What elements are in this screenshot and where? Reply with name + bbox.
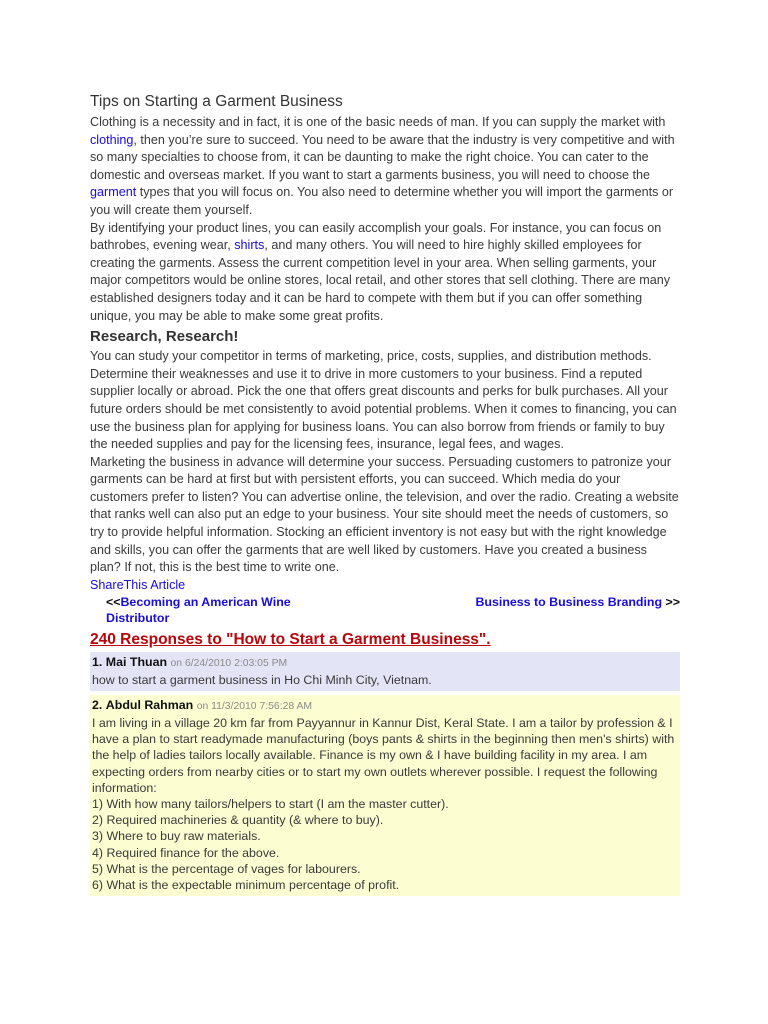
paragraph-1-text-c: types that you will focus on. You also need to determine whether you will import the garments or you will create them yourself.	[90, 185, 674, 217]
garment-link[interactable]: garment	[90, 185, 137, 200]
clothing-link[interactable]: clothing	[90, 132, 134, 147]
comment-list-item: 2) Required machineries & quantity (& where to buy).	[92, 813, 384, 828]
previous-arrows: <<	[106, 594, 121, 609]
next-arrows: >>	[662, 594, 680, 609]
paragraph-2-text-b: , and many others. You will need to hire highly skilled employees for creating the garments. Assess the current competition level in your area. When selling garments, your major competitors would be online stores, local retail, and other stores that sell clothing. There are many established designers today and it can be hard to compete with them but if you can offer something unique, you may be able to make some great profits.	[90, 238, 671, 323]
article-page	[90, 92, 680, 900]
paragraph-4: Marketing the business in advance will determine your success. Persuading customers to patronize your garments can be hard at first but with persistent efforts, you can succeed. Which media do your customers prefer to listen? You can advertise online, the television, and over the radio. Creating a website that ranks well can also put an edge to your business. Your site should meet the needs of customers, so try to provide helpful information. Stocking an efficient inventory is not easy but with the right knowledge and skills, you can offer the garments that are well liked by customers. Have you created a business plan? If not, this is the best time to write one.	[90, 454, 679, 575]
responses-title[interactable]: 240 Responses to "How to Start a Garment Business".	[90, 630, 491, 648]
article-navigation	[90, 594, 680, 626]
paragraph-2	[90, 220, 680, 326]
article-title: Tips on Starting a Garment Business	[90, 93, 343, 110]
comment-author: Mai Thuan	[105, 654, 168, 669]
paragraph-2-text-a: By identifying your product lines, you can easily accomplish your goals. For instance, you can focus on bathrobes, evening wear,	[90, 220, 662, 253]
comment-number: 1.	[92, 654, 103, 669]
comment-list-item: 5) What is the percentage of vages for labourers.	[92, 861, 361, 876]
previous-article-link[interactable]	[90, 594, 321, 626]
share-article-link[interactable]: ShareThis Article	[90, 577, 186, 592]
shirts-link[interactable]: shirts	[234, 238, 265, 253]
previous-article-label[interactable]: Becoming an American Wine Distributor	[106, 594, 291, 625]
paragraph-1	[90, 114, 680, 220]
comment-number: 2.	[92, 698, 103, 713]
comment-list-item: 1) With how many tailors/helpers to start (I am the master cutter).	[92, 797, 449, 812]
next-article-label[interactable]: Business to Business Branding	[475, 594, 663, 609]
comment-date: on 6/24/2010 2:03:05 PM	[170, 657, 288, 669]
comment-list-item: 4) Required finance for the above.	[92, 845, 280, 860]
comment-author: Abdul Rahman	[105, 698, 194, 713]
next-article-link[interactable]	[475, 594, 680, 626]
comment-header	[92, 654, 678, 672]
research-heading: Research, Research!	[90, 328, 239, 346]
comment-list-item: 3) Where to buy raw materials.	[92, 829, 261, 844]
comment-header	[92, 697, 678, 715]
comment	[90, 695, 680, 896]
paragraph-1-text-b: , then you’re sure to succeed. You need to be aware that the industry is very competitive and with so many specialties to choose from, it can be daunting to make the right choice. You can cater to the domestic and overseas market. If you want to start a garments business, you will need to choose the	[90, 132, 675, 182]
paragraph-3: You can study your competitor in terms of marketing, price, costs, supplies, and distribution methods. Determine their weaknesses and use it to drive in more customers to your business. Find a reputed supplier locally or abroad. Pick the one that offers great discounts and perks for bulk purchases. All your future orders should be met consistently to avoid potential problems. When it comes to financing, you can use the business plan for applying for business loans. You can also borrow from friends or family to buy the needed supplies and pay for the licensing fees, insurance, legal fees, and wages.	[90, 349, 677, 452]
comment-text: I am living in a village 20 km far from Payyannur in Kannur Dist, Keral State. I am a tailor by profession & I have a plan to start readymade manufacturing (boys pants & shirts in the beginning then men's shirts) with the help of ladies tailors locally available. Finance is my own & I have building facility in my area. I am expecting orders from nearby cities or to start my own outlets wherever possible. I request the following information:	[92, 716, 675, 795]
comment-date: on 11/3/2010 7:56:28 AM	[196, 701, 313, 713]
paragraph-1-text-a: Clothing is a necessity and in fact, it is one of the basic needs of man. If you can supply the market with	[90, 115, 666, 129]
comment	[90, 652, 680, 691]
comment-body	[92, 715, 678, 893]
comment-list-item: 6) What is the expectable minimum percentage of profit.	[92, 878, 400, 893]
comment-body: how to start a garment business in Ho Chi Minh City, Vietnam.	[92, 672, 432, 687]
